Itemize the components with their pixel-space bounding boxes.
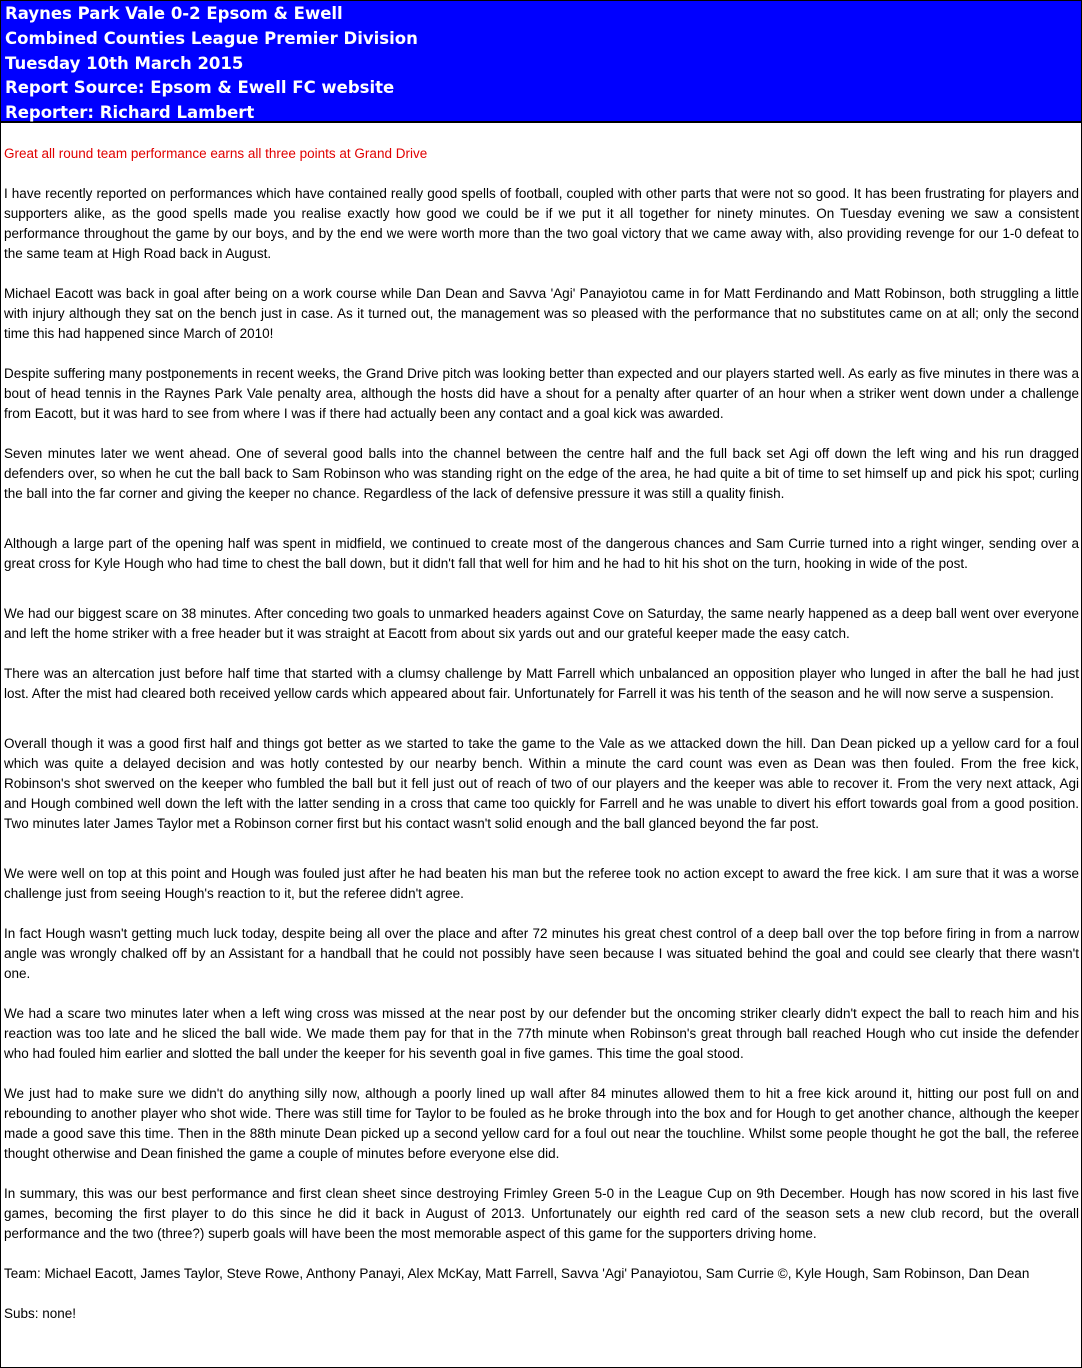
report-paragraph: We had a scare two minutes later when a left wing cross was missed at the near post by our defender but the oncoming striker clearly didn't expect the ball to reach him and his reaction was too late and he sliced the ball wide. We made them pay for that in the 77th minute when Robinson's great through ball reached Hough who cut inside the defender who had fouled him earlier and slotted the ball under the keeper for his seventh goal in five games. This time the goal stood. xyxy=(4,1006,1079,1061)
report-paragraph: Although a large part of the opening half was spent in midfield, we continued to create most of the dangerous chances and Sam Currie turned into a right winger, sending over a great cross for Kyle Hough who had time to chest the ball down, but it didn't fall that well for him and he had to hit his shot on the turn, hooking in wide of the post. xyxy=(4,536,1079,571)
report-paragraph: In fact Hough wasn't getting much luck today, despite being all over the place and after 72 minutes his great chest control of a deep ball over the top before firing in from a narrow angle was wrongly chalked off by an Assistant for a handball that he could not possibly have seen because I was situated behind the goal and could see clearly that there wasn't one. xyxy=(4,926,1079,981)
report-paragraph: We had our biggest scare on 38 minutes. After conceding two goals to unmarked headers against Cove on Saturday, the same nearly happened as a deep ball went over everyone and left the home striker with a free header but it was straight at Eacott from about six yards out and our grateful keeper made the easy catch. xyxy=(4,606,1079,641)
report-paragraph: Michael Eacott was back in goal after being on a work course while Dan Dean and Savva 'Agi' Panayiotou came in for Matt Ferdinando and Matt Robinson, both struggling a little with injury although they sat on the bench just in case. As it turned out, the management was so pleased with the performance that no substitutes came on at all; only the second time this had happened since March of 2010! xyxy=(4,286,1079,341)
report-paragraph: Overall though it was a good first half and things got better as we started to take the game to the Vale as we attacked down the hill. Dan Dean picked up a yellow card for a foul which was quite a delayed decision and was hotly contested by our nearby bench. Within a minute the card count was even as Dean was then fouled. From the free kick, Robinson's shot swerved on the keeper who fumbled the ball but it fell just out of reach of two of our players and the keeper was able to recover it. From the very next attack, Agi and Hough combined well down the left with the latter sending in a cross that came too quickly for Farrell and he was unable to divert his effort towards goal from a good position. Two minutes later James Taylor met a Robinson corner first but his contact wasn't solid enough and the ball glanced beyond the far post. xyxy=(4,736,1079,831)
report-body xyxy=(1,144,1081,1324)
reporter-name: Reporter: Richard Lambert xyxy=(5,103,255,123)
report-paragraph: In summary, this was our best performance and first clean sheet since destroying Frimley Green 5-0 in the League Cup on 9th December. Hough has now scored in his last five games, becoming the first player to do this since he did it back in August of 2013. Unfortunately our eighth red card of the season sets a new club record, but the overall performance and the two (three?) superb goals will have been the most memorable aspect of this game for the supporters driving home. xyxy=(4,1186,1079,1241)
report-source: Report Source: Epsom & Ewell FC website xyxy=(5,78,395,98)
report-header xyxy=(1,1,1081,123)
report-paragraph: Seven minutes later we went ahead. One of several good balls into the channel between the centre half and the full back set Agi off down the left wing and his run dragged defenders over, so when he cut the ball back to Sam Robinson who was standing right on the edge of the area, he had quite a bit of time to set himself up and pick his spot; curling the ball into the far corner and giving the keeper no chance. Regardless of the lack of defensive pressure it was still a quality finish. xyxy=(4,446,1079,501)
match-date: Tuesday 10th March 2015 xyxy=(5,53,244,73)
report-headline: Great all round team performance earns all three points at Grand Drive xyxy=(4,146,428,161)
team-lineup: Team: Michael Eacott, James Taylor, Steve Rowe, Anthony Panayi, Alex McKay, Matt Farrell, Savva 'Agi' Panayiotou, Sam Currie ©, Kyle Hough, Sam Robinson, Dan Dean xyxy=(4,1266,1030,1281)
report-paragraph: We just had to make sure we didn't do anything silly now, although a poorly lined up wall after 84 minutes allowed them to hit a free kick around it, hitting our post full on and rebounding to another player who shot wide. There was still time for Taylor to be fouled as he broke through into the box and for Hough to get another chance, although the keeper made a good save this time. Then in the 88th minute Dean picked up a second yellow card for a foul out near the touchline. Whilst some people thought he got the ball, the referee thought otherwise and Dean finished the game a couple of minutes before everyone else did. xyxy=(4,1086,1079,1161)
report-paragraph: Despite suffering many postponements in recent weeks, the Grand Drive pitch was looking better than expected and our players started well. As early as five minutes in there was a bout of head tennis in the Raynes Park Vale penalty area, although the hosts did have a shout for a penalty after quarter of an hour when a striker went down under a challenge from Eacott, but it was hard to see from where I was if there had actually been any contact and a goal kick was awarded. xyxy=(4,366,1079,421)
substitutes: Subs: none! xyxy=(4,1306,77,1321)
report-paragraph: We were well on top at this point and Hough was fouled just after he had beaten his man but the referee took no action except to award the free kick. I am sure that it was a worse challenge just from seeing Hough's reaction to it, but the referee didn't agree. xyxy=(4,866,1079,901)
report-paragraph: I have recently reported on performances which have contained really good spells of football, coupled with other parts that were not so good. It has been frustrating for players and supporters alike, as the good spells made you realise exactly how good we could be if we put it all together for ninety minutes. On Tuesday evening we saw a consistent performance throughout the game by our boys, and by the end we were worth more than the two goal victory that we came away with, also providing revenge for our 1-0 defeat to the same team at High Road back in August. xyxy=(4,186,1079,261)
match-title: Raynes Park Vale 0-2 Epsom & Ewell xyxy=(5,4,343,23)
competition-name: Combined Counties League Premier Division xyxy=(5,28,418,48)
report-paragraph: There was an altercation just before half time that started with a clumsy challenge by Matt Farrell which unbalanced an opposition player who lunged in after the ball he had just lost. After the mist had cleared both received yellow cards which appeared about fair. Unfortunately for Farrell it was his tenth of the season and he will now serve a suspension. xyxy=(4,666,1079,701)
